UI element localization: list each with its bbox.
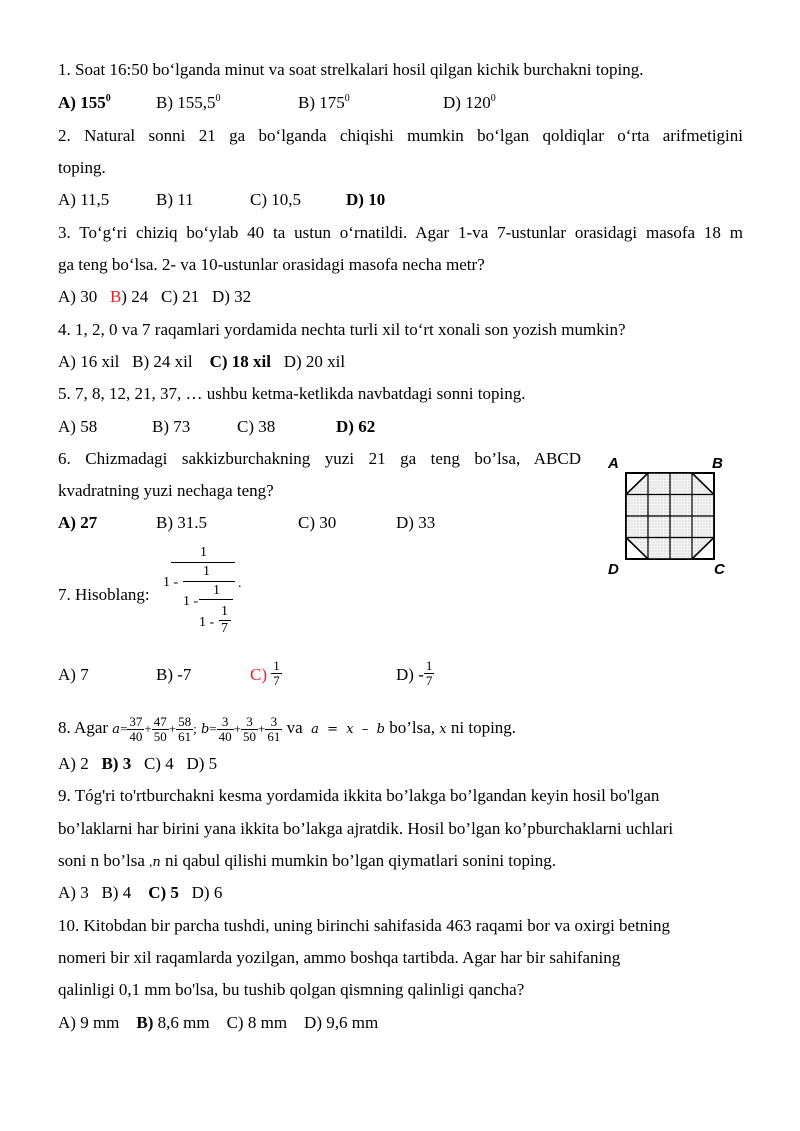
question-3-text-line2: ga teng bo‘lsa. 2- va 10-ustunlar orasidagi masofa necha metr? bbox=[58, 255, 485, 274]
q6-option-d: D) 33 bbox=[396, 513, 436, 532]
q4-option-a: A) 16 xil bbox=[58, 352, 120, 371]
q8-option-a: A) 2 bbox=[58, 754, 89, 773]
q6-option-a: A) 27 bbox=[58, 513, 98, 532]
question-10-text-line1: 10. Kitobdan bir parcha tushdi, uning birinchi sahifasida 463 raqami bor va oxirgi betning bbox=[58, 916, 671, 935]
question-8-options bbox=[58, 753, 217, 775]
question-1-text: 1. Soat 16:50 bo‘lganda minut va soat strelkalari hosil qilgan kichik burchakni toping. bbox=[58, 60, 644, 79]
q8-option-b: B) 3 bbox=[101, 754, 132, 773]
b-term-1: $\frac{3}{40}$ bbox=[218, 713, 232, 744]
a-term-3: $\frac{58}{61}$ bbox=[178, 713, 192, 744]
cf-num-2: 1 bbox=[203, 564, 210, 579]
b-term-3: $\frac{3}{61}$ bbox=[267, 713, 281, 744]
q4-option-c: C) 18 xil bbox=[209, 352, 271, 371]
q7-option-d: D) - $\frac{1}{7}$ bbox=[396, 657, 433, 688]
question-9-options bbox=[58, 882, 222, 904]
question-10-options bbox=[58, 1012, 378, 1034]
square-grid-diagram bbox=[622, 469, 722, 565]
q10-option-a: A) 9 mm bbox=[58, 1013, 120, 1032]
b-term-2: $\frac{3}{50}$ bbox=[242, 713, 256, 744]
q6-option-c: C) 30 bbox=[298, 513, 337, 532]
q6-option-b: B) 31.5 bbox=[156, 513, 207, 532]
question-2-text-line1: 2. Natural sonni 21 ga bo‘lganda chiqishi mumkin bo‘lgan qoldiqlar o‘rta arifmetigini bbox=[58, 126, 743, 145]
a-term-1: $\frac{37}{40}$ bbox=[129, 713, 143, 744]
question-4-text: 4. 1, 2, 0 va 7 raqamlari yordamida nechta turli xil to‘rt xonali son yozish mumkin? bbox=[58, 320, 626, 339]
question-7-options bbox=[58, 657, 558, 696]
q2-option-a: A) 11,5 bbox=[58, 190, 110, 209]
q5-option-a: A) 58 bbox=[58, 417, 98, 436]
q2-option-c: C) 10,5 bbox=[250, 190, 301, 209]
cf-period: . bbox=[238, 576, 242, 591]
cf-one-minus-1: 1 - bbox=[163, 575, 179, 590]
question-8-text: 8. Agar a= $\frac{37}{40}$ + $\frac{47}{50}$ + $\frac{58}{61}$ ; b= $\frac{3}{40}$ + $\frac{3}{50}$ + $\frac{3}{61}$ va a = x – b bo’lsa, x ni toping. bbox=[58, 713, 517, 744]
a-term-2: $\frac{47}{50}$ bbox=[153, 713, 167, 744]
q4-option-d: D) 20 xil bbox=[283, 352, 346, 371]
question-9-text-line3: soni n bo’lsa ,n ni qabul qilishi mumkin bo’lgan qiymatlari sonini toping. bbox=[58, 851, 556, 870]
q8-option-c: C) 4 bbox=[143, 754, 174, 773]
label-a: A bbox=[608, 455, 619, 472]
question-9-text-line1: 9. Tóg'ri to'rtburchakni kesma yordamida ikkita bo’lakga bo’lgandan keyin hosil bo'lgan bbox=[58, 786, 660, 805]
q2-option-b: B) 11 bbox=[156, 190, 194, 209]
q1-option-a: A) $155^0$ bbox=[58, 93, 111, 112]
q1-option-d: D) $120^0$ bbox=[443, 93, 496, 112]
question-10-text-line2: nomeri bir xil raqamlarda yozilgan, ammo boshqa tartibda. Agar har bir sahifaning bbox=[58, 948, 621, 967]
label-c: C bbox=[714, 561, 725, 578]
q10-option-c: C) 8 mm bbox=[226, 1013, 288, 1032]
cf-bar-3 bbox=[199, 599, 233, 600]
q7-option-b: B) -7 bbox=[156, 665, 192, 684]
cf-bar-1 bbox=[171, 562, 235, 563]
q4-option-b: B) 24 xil bbox=[132, 352, 193, 371]
q3-option-c: C) 21 bbox=[160, 287, 200, 306]
q1-option-b: B) 155,5$^0$ bbox=[156, 93, 221, 112]
q8-option-d: D) 5 bbox=[186, 754, 218, 773]
question-7-label: 7. Hisoblang: bbox=[58, 585, 150, 604]
cf-one-minus-2: 1 - bbox=[183, 594, 199, 609]
cf-num-3: 1 bbox=[213, 583, 220, 598]
q5-option-d: D) 62 bbox=[336, 417, 376, 436]
q7-option-c: C) $\frac{1}{7}$ bbox=[250, 657, 280, 688]
cf-one-minus-3: 1 - bbox=[199, 615, 215, 630]
question-9-text-line2: bo’laklarni har birini yana ikkita bo’lakga ajratdik. Hosil bo’lgan ko’pburchaklarni uchlari bbox=[58, 819, 674, 838]
label-b: B bbox=[712, 455, 723, 472]
question-4-options bbox=[58, 351, 345, 373]
cf-num-1: 1 bbox=[200, 545, 207, 560]
q5-option-c: C) 38 bbox=[237, 417, 276, 436]
question-3-text-line1: 3. To‘g‘ri chiziq bo‘ylab 40 ta ustun o‘rnatildi. Agar 1-va 7-ustunlar orasidagi masofa 18 m bbox=[58, 223, 743, 242]
question-10-text-line3: qalinligi 0,1 mm bo'lsa, bu tushib qolgan qismning qalinligi qancha? bbox=[58, 980, 525, 999]
q10-option-d: D) 9,6 mm bbox=[304, 1013, 379, 1032]
q10-option-b: B) 8,6 mm bbox=[136, 1013, 210, 1032]
question-3-options bbox=[58, 286, 251, 308]
question-6-text-line2: kvadratning yuzi nechaga teng? bbox=[58, 481, 274, 500]
q1-option-c: B) $175^0$ bbox=[298, 93, 350, 112]
q9-option-a: A) 3 bbox=[58, 883, 89, 902]
q9-option-d: D) 6 bbox=[191, 883, 223, 902]
cf-num-4: 1 bbox=[221, 604, 228, 619]
question-6-text-line1: 6. Chizmadagi sakkizburchakning yuzi 21 ga teng bo’lsa, ABCD bbox=[58, 449, 581, 468]
question-2-text-line2: toping. bbox=[58, 158, 106, 177]
q5-option-b: B) 73 bbox=[152, 417, 191, 436]
cf-bar-2 bbox=[183, 581, 235, 582]
q3-option-a: A) 30 bbox=[58, 287, 98, 306]
continued-fraction bbox=[163, 542, 263, 642]
q9-option-b: B) 4 bbox=[101, 883, 132, 902]
q3-option-d: D) 32 bbox=[211, 287, 252, 306]
q3-option-b: B) 24 bbox=[109, 287, 149, 306]
cf-den-7: 7 bbox=[221, 621, 228, 636]
question-5-text: 5. 7, 8, 12, 21, 37, … ushbu ketma-ketlikda navbatdagi sonni toping. bbox=[58, 384, 526, 403]
q2-option-d: D) 10 bbox=[346, 190, 386, 209]
q7-option-a: A) 7 bbox=[58, 665, 89, 684]
q9-option-c: C) 5 bbox=[148, 883, 179, 902]
label-d: D bbox=[608, 561, 619, 578]
